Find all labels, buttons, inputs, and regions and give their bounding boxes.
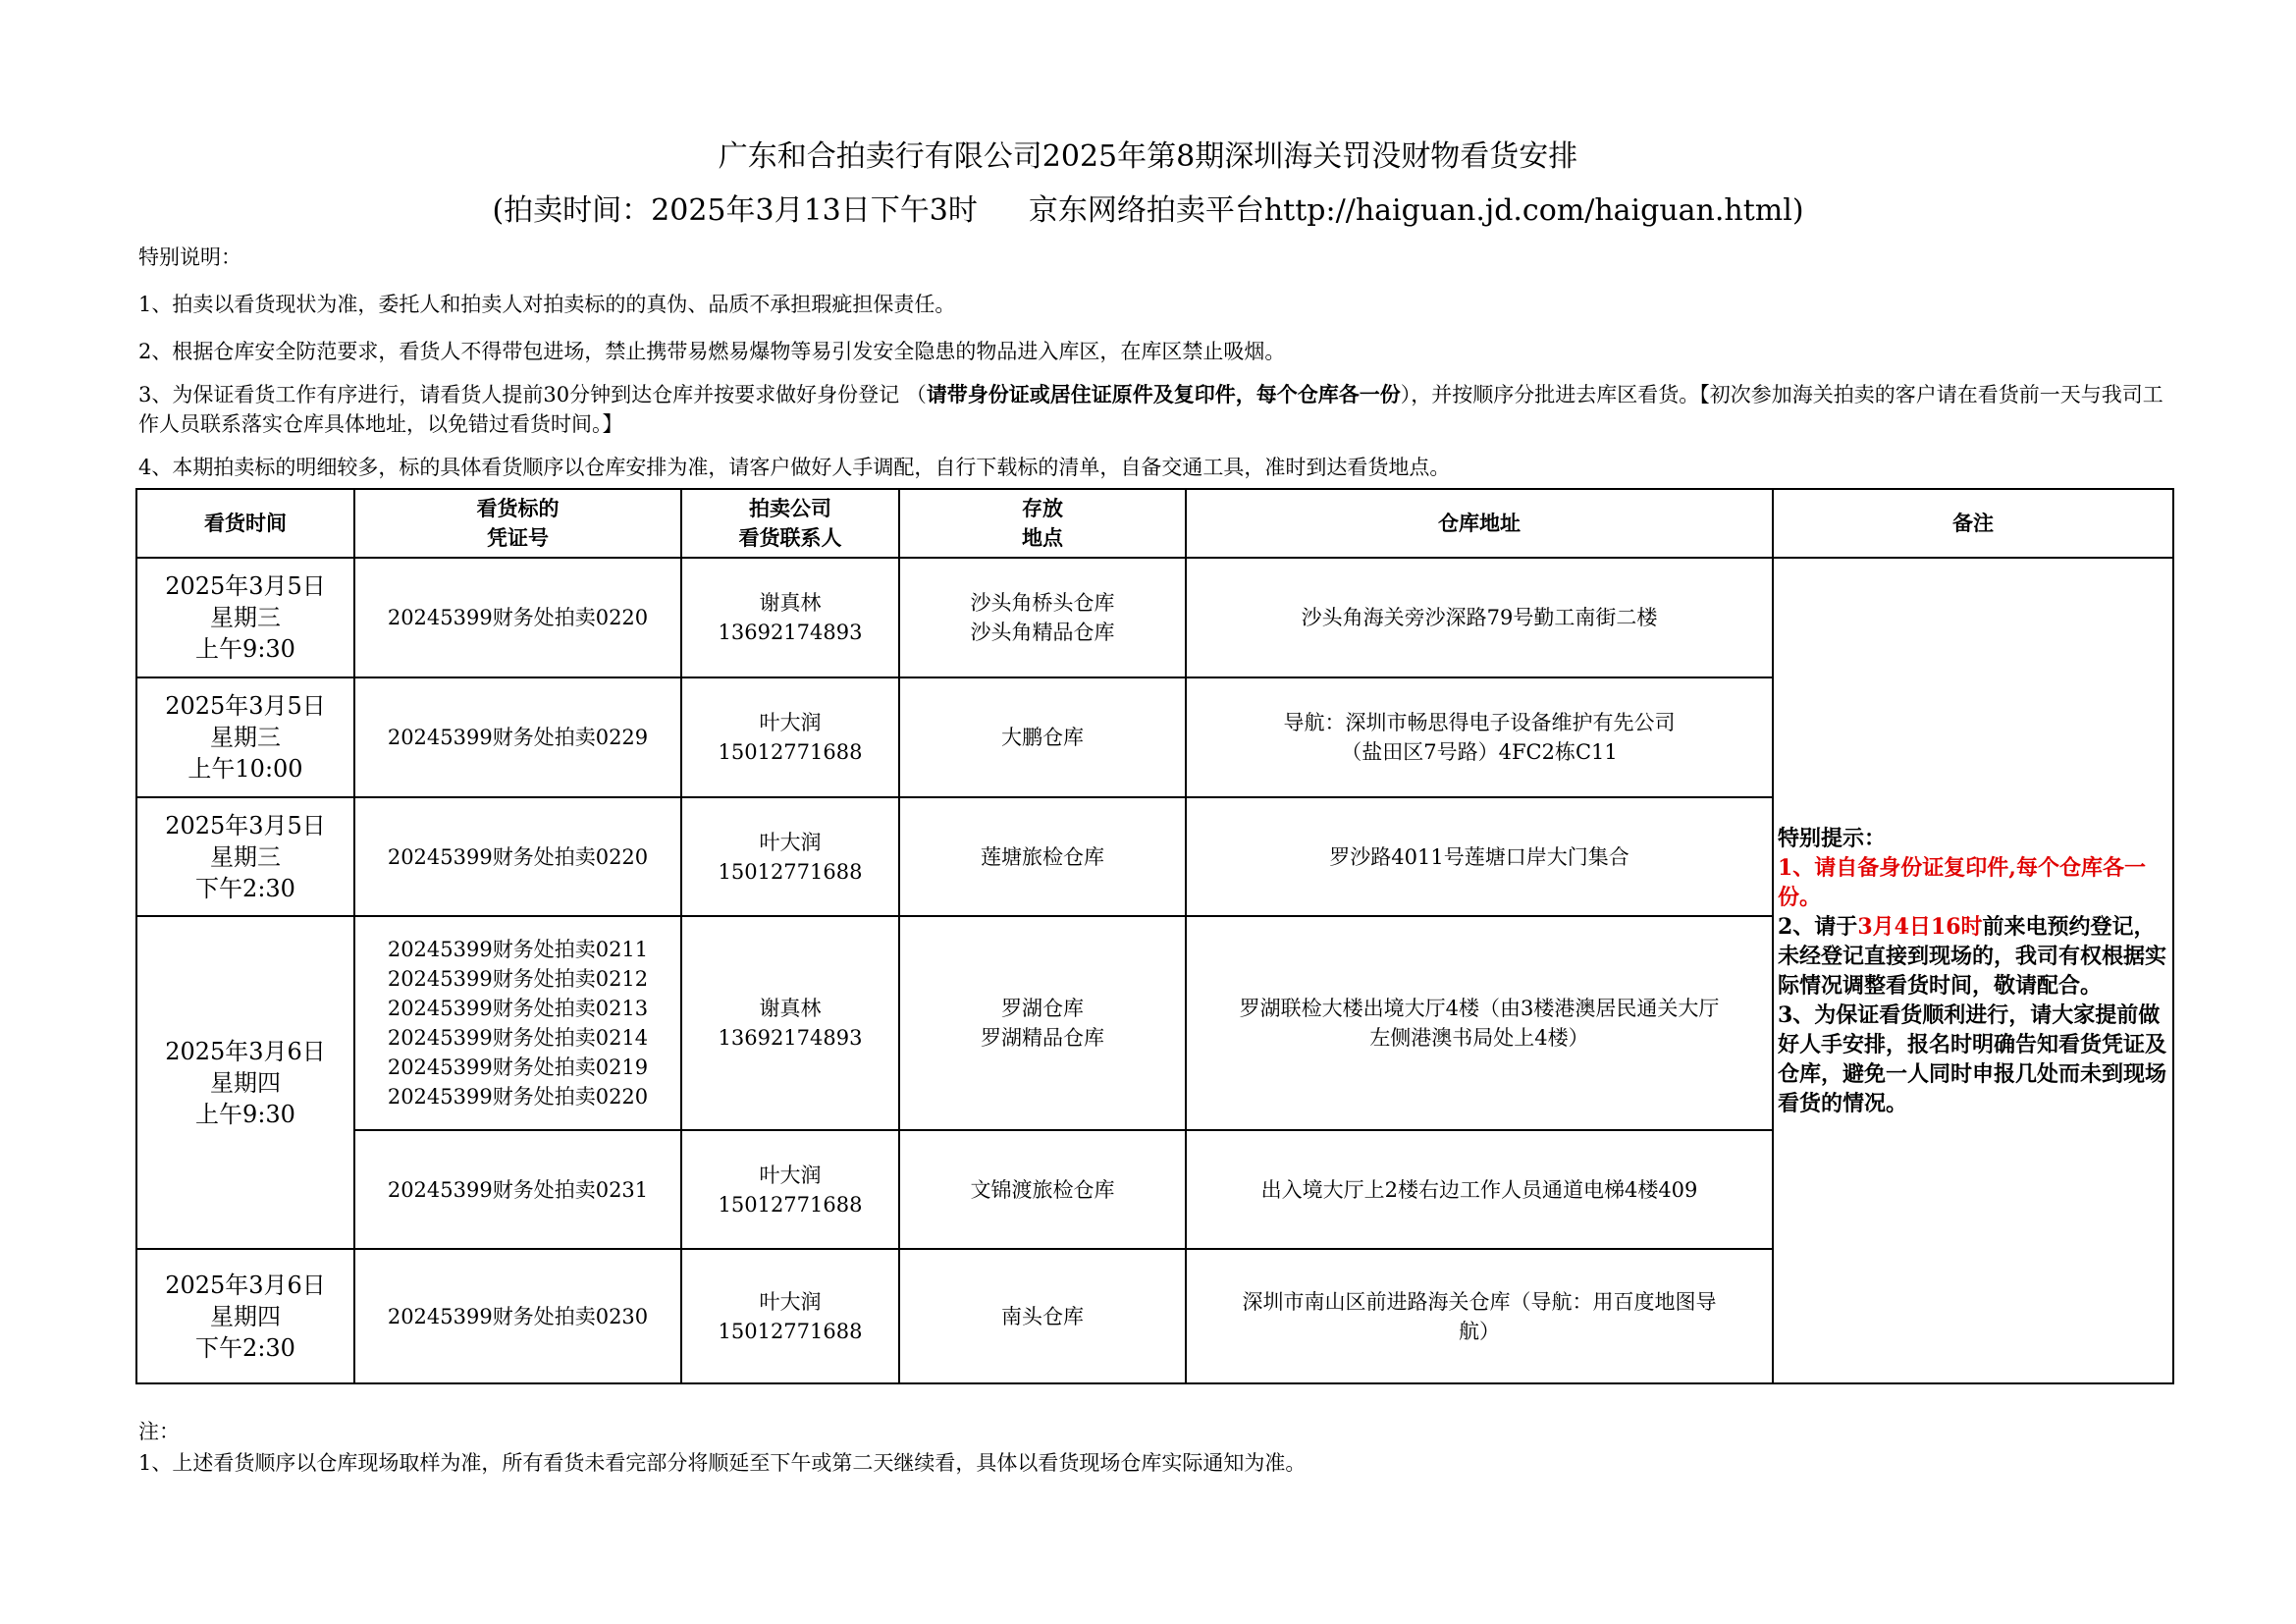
address-line: 导航：深圳市畅思得电子设备维护有先公司 (1283, 711, 1676, 734)
voucher-number: 20245399财务处拍卖0220 (387, 606, 649, 629)
time-cell (136, 797, 354, 916)
address-cell (1186, 916, 1773, 1130)
location-name: 文锦渡旅检仓库 (970, 1177, 1115, 1202)
location-name: 南头仓库 (1001, 1304, 1084, 1328)
header-remarks: 备注 (1773, 489, 2173, 558)
location-cell (899, 797, 1186, 916)
address-cell (1186, 558, 1773, 677)
note-item-3-text: 3、为保证看货工作有序进行，请看货人提前30分钟到达仓库并按要求做好身份登记 （ (138, 383, 927, 406)
address-line: 航） (1459, 1319, 1500, 1343)
date: 2025年3月5日 (165, 811, 326, 839)
document-subtitle (0, 189, 2296, 233)
note-item-3-text-2: ），并按顺序分批进去库区看货。【初次参加海关拍卖的客户请在看货前一天与我司工作人员联系落实仓库具体地址，以免错过看货时间。】 (138, 383, 2163, 436)
voucher-number: 20245399财务处拍卖0219 (387, 1056, 649, 1079)
remarks-cell (1773, 558, 2173, 1383)
footer-heading: 注： (138, 1420, 180, 1443)
address-cell (1186, 1249, 1773, 1383)
contact-cell (681, 1249, 899, 1383)
weekday: 星期三 (210, 604, 281, 631)
remarks-deadline: 3月4日16时 (1857, 913, 1983, 940)
location-name: 沙头角精品仓库 (970, 621, 1115, 644)
note-item-1: 1、拍卖以看货现状为准，委托人和拍卖人对拍卖标的的真伪、品质不承担瑕疵担保责任。 (138, 293, 956, 316)
table-header-row (136, 489, 2173, 558)
voucher-number: 20245399财务处拍卖0212 (387, 967, 649, 991)
voucher-number: 20245399财务处拍卖0213 (387, 997, 649, 1020)
contact-name: 叶大润 (759, 1289, 822, 1314)
contact-name: 叶大润 (759, 711, 822, 734)
address-line: 罗沙路4011号莲塘口岸大门集合 (1329, 844, 1629, 869)
auction-time: (拍卖时间：2025年3月13日下午3时 (492, 193, 978, 228)
time: 下午2:30 (195, 874, 295, 902)
time-cell (136, 916, 354, 1249)
voucher-cell (354, 677, 681, 797)
weekday: 星期三 (210, 842, 281, 871)
address-line: 沙头角海关旁沙深路79号勤工南街二楼 (1301, 606, 1658, 629)
remarks-heading: 特别提示： (1778, 825, 1887, 851)
voucher-number: 20245399财务处拍卖0211 (387, 938, 649, 961)
location-cell (899, 916, 1186, 1130)
voucher-number: 20245399财务处拍卖0220 (387, 844, 649, 869)
location-name: 大鹏仓库 (1001, 726, 1084, 749)
contact-phone: 15012771688 (718, 1319, 863, 1343)
header-voucher (354, 489, 681, 558)
address-cell (1186, 797, 1773, 916)
auction-platform: 京东网络拍卖平台http://haiguan.jd.com/haiguan.html) (1028, 193, 1804, 228)
contact-name: 叶大润 (759, 1163, 822, 1187)
contact-name: 叶大润 (759, 830, 822, 854)
header-location-line-2: 地点 (1022, 525, 1063, 550)
location-name: 罗湖精品仓库 (981, 1026, 1104, 1050)
time: 上午9:30 (195, 635, 295, 663)
voucher-number: 20245399财务处拍卖0220 (387, 1085, 649, 1109)
header-address: 仓库地址 (1186, 489, 1773, 558)
voucher-number: 20245399财务处拍卖0229 (387, 726, 649, 749)
voucher-cell (354, 558, 681, 677)
voucher-cell (354, 797, 681, 916)
voucher-cell (354, 1249, 681, 1383)
document-title: 广东和合拍卖行有限公司2025年第8期深圳海关罚没财物看货安排 (718, 139, 1578, 174)
date: 2025年3月6日 (165, 1037, 326, 1065)
remarks-item-2-text-2: 前来电预约登记，未经登记直接到现场的，我司有权根据实际情况调整看货时间，敬请配合。 (1778, 913, 2167, 999)
address-line: （盐田区7号路）4FC2栋C11 (1341, 740, 1618, 764)
contact-cell (681, 797, 899, 916)
remarks-item-3: 3、为保证看货顺利进行，请大家提前做好人手安排，报名时明确告知看货凭证及仓库，避免一人同时申报几处而未到现场看货的情况。 (1778, 1001, 2167, 1116)
address-line: 左侧港澳书局处上4楼） (1369, 1026, 1589, 1050)
address-cell (1186, 1130, 1773, 1249)
contact-phone: 15012771688 (718, 1192, 863, 1217)
location-name: 莲塘旅检仓库 (981, 844, 1104, 869)
address-line: 深圳市南山区前进路海关仓库（导航：用百度地图导 (1242, 1289, 1717, 1314)
header-voucher-line-1: 看货标的 (476, 496, 560, 520)
contact-name: 谢真林 (759, 591, 822, 615)
remarks-item-1: 1、请自备身份证复印件,每个仓库各一份。 (1778, 854, 2146, 910)
location-cell (899, 558, 1186, 677)
time: 上午9:30 (195, 1100, 295, 1128)
time-cell (136, 558, 354, 677)
note-item-2: 2、根据仓库安全防范要求，看货人不得带包进场，禁止携带易燃易爆物等易引发安全隐患的物品进入库区，在库区禁止吸烟。 (138, 340, 1286, 363)
remarks-item-2 (1778, 912, 2168, 1001)
header-time: 看货时间 (136, 489, 354, 558)
notes-heading: 特别说明： (138, 245, 241, 269)
note-item-3-bold: 请带身份证或居住证原件及复印件，每个仓库各一份 (926, 382, 1401, 406)
address-cell (1186, 677, 1773, 797)
weekday: 星期四 (210, 1302, 281, 1330)
address-line: 出入境大厅上2楼右边工作人员通道电梯4楼409 (1260, 1177, 1698, 1202)
location-name: 罗湖仓库 (1001, 997, 1084, 1020)
header-contact (681, 489, 899, 558)
contact-cell (681, 916, 899, 1130)
contact-cell (681, 1130, 899, 1249)
header-location (899, 489, 1186, 558)
time-cell (136, 677, 354, 797)
note-item-4: 4、本期拍卖标的明细较多，标的具体看货顺序以仓库安排为准，请客户做好人手调配，自行下载标的清单，自备交通工具，准时到达看货地点。 (138, 456, 1451, 479)
contact-phone: 15012771688 (718, 740, 863, 764)
time: 下午2:30 (195, 1333, 295, 1362)
voucher-number: 20245399财务处拍卖0231 (387, 1177, 649, 1202)
table-row (136, 558, 2173, 677)
note-item-3 (138, 380, 2180, 439)
location-cell (899, 1249, 1186, 1383)
voucher-number: 20245399财务处拍卖0230 (387, 1304, 649, 1328)
contact-cell (681, 677, 899, 797)
remarks-item-2-text: 2、请于 (1778, 913, 1858, 940)
schedule-table (135, 488, 2174, 1384)
contact-phone: 13692174893 (718, 1026, 863, 1050)
location-cell (899, 677, 1186, 797)
date: 2025年3月5日 (165, 692, 326, 720)
contact-cell (681, 558, 899, 677)
header-contact-line-2: 看货联系人 (738, 525, 842, 550)
date: 2025年3月5日 (165, 572, 326, 600)
contact-phone: 13692174893 (718, 621, 863, 644)
location-name: 沙头角桥头仓库 (970, 591, 1115, 615)
location-cell (899, 1130, 1186, 1249)
contact-phone: 15012771688 (718, 859, 863, 884)
voucher-number: 20245399财务处拍卖0214 (387, 1026, 649, 1050)
voucher-cell (354, 916, 681, 1130)
weekday: 星期四 (210, 1068, 281, 1097)
weekday: 星期三 (210, 724, 281, 751)
time: 上午10:00 (187, 755, 303, 783)
contact-name: 谢真林 (759, 997, 822, 1020)
header-contact-line-1: 拍卖公司 (749, 496, 831, 520)
time-cell (136, 1249, 354, 1383)
footer-item-1: 1、上述看货顺序以仓库现场取样为准，所有看货未看完部分将顺延至下午或第二天继续看，具体以看货现场仓库实际通知为准。 (138, 1451, 1307, 1475)
voucher-cell (354, 1130, 681, 1249)
address-line: 罗湖联检大楼出境大厅4楼（由3楼港澳居民通关大厅 (1239, 997, 1720, 1020)
date: 2025年3月6日 (165, 1271, 326, 1299)
header-voucher-line-2: 凭证号 (487, 525, 549, 550)
header-location-line-1: 存放 (1022, 496, 1063, 520)
